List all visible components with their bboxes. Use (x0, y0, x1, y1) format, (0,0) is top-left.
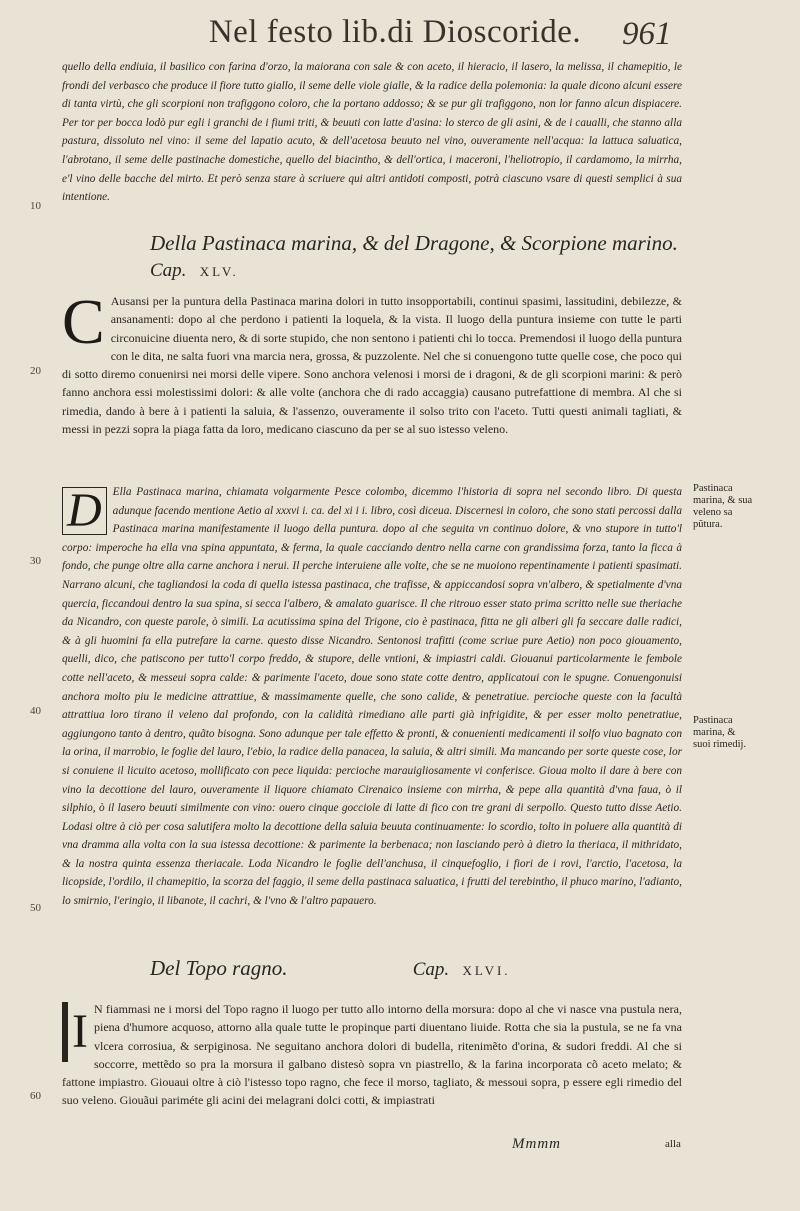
commentary-text (62, 483, 682, 911)
chapter-cap-label: Cap. (150, 260, 187, 281)
line-number: 40 (30, 705, 41, 717)
drop-cap: C (62, 286, 105, 357)
running-title: Nel festo lib.di Dioscoride. (208, 14, 582, 50)
line-number: 50 (30, 902, 41, 914)
margin-note: Pastinaca marina, & suoi rimedij. (693, 715, 747, 750)
chapter-number: XLVI. (462, 963, 511, 978)
commentary-body: Ella Pastinaca marina, chiamata volgarmente Pesce colombo, dicemmo l'historia di sopra nel secondo libro. Di questa adunque facendo mentione Aetio al xxxvi i. ca. del xi i i. libro, così diceua. Discernesi in coloro, che sono stati percossi dalla Pastinaca marina manifestamente il luogo della puntura. dopo al che seguita vn continuo dolore, & vno stupore in tutto'l corpo: imperoche ha ella vna spina appuntata, & ferma, la quale cacciando dentro nella carne con grandissima forza, tanto la ficca à fondo, che punge oltre alla carne anchora i nerui. Il perche interuiene alle volte, che se ne muoiono repentinamente i patienti spasimati. Narrano alcuni, che tagliandosi la coda di quella istessa pastinaca, che trafisse, & appiccandosi sopra vn'albero, & spetialmente d'vna quercia, ficcandoui dentro la sua spina, si secca l'albero, & amalato guarisce. Il che ritrouo esser stato prima scritto nelle sue theriache da Nicandro, con queste parole, ò simili. La acutissima spina del Trigone, cio è pastinaca, fitta ne gli alberi gli fa seccare dalle radici, & à gli huomini fa ella putrefare la carne. questo disse Nicandro. Sentonosi trafitti (come scriue pure Aetio) non poco giouamento, quelli, dico, che patiscono per tutto'l corpo freddo, & stupore, delle vntioni, & impiastri caldi. Giouanui particolarmente le fembole cotte nell'aceto, & messeui sopra calde: & parimente l'aceto, doue sono state cotte dentro, applicatoui con le spugne. Conuengonuisi anchora molto piu le medicine attrattiue, & massimamente quelle, che sono calide, & penetratiue. percioche queste con la facultà attrattiua loro tirano il veleno dal profondo, con la calidità rimediano alle parti già infrigidite, & per esser molto penetratiue, aggiungono tanto à dentro, quãto bisogna. Sono adunque per tale effetto & pronti, & conuenienti medicamenti il solfo viuo bagnato con la orina, il marrobio, le foglie del lauro, l'ebio, la radice della panacea, la saluia, & altri simili. Ma mancando per sorte queste cose, lor si conuiene il licuito acetoso, mollificato con pece liquida: percioche marauigliosamente vi conferisce. Gioua molto il dare à bere con vino la decottione del lauro, ouveramente il liquore chiamato Cirenaico insieme con mirrha, & pepe alla quantità d'vna faua, ò il silphio, ò il lasero beuuti similmente con vino: ouero cinque gocciole di latte di fico con tre grani di serpollo. Questo tutto disse Aetio. Lodasi oltre à ciò per cosa salutifera molto la decottione della saluia beuuta continuamente: lo scordio, tolto in poluere alla quantità di vna dramma alla volta con la sua istessa decottione: & parimente la berbenaca; non lasciando però à dietro la theriaca, il mithridato, & la nostra quinta essenza theriacale. Loda Nicandro le foglie dell'anchusa, il cinquefoglio, i fiori de i rovi, l'arctio, l'acetosa, la licopside, l'ordilo, il chamepitio, la scorza del faggio, il seme della pastinaca saluatica, i frutti del terebintho, il phuco marino, l'adianto, lo smirnio, l'eringio, il libanote, il cachri, & l'vno & l'altro papauero. (62, 486, 682, 908)
chapter-heading (150, 955, 710, 984)
chapter-heading (150, 230, 710, 285)
page-number: 961 (622, 16, 672, 52)
line-number: 30 (30, 555, 41, 567)
chapter-cap-label: Cap. (412, 959, 450, 980)
signature-mark: Mmmm (512, 1136, 561, 1152)
chapter-body: Ausansi per la puntura della Pastinaca marina dolori in tutto insopportabili, continui spasimi, lassitudini, debilezze, & ansanamenti: dopo al che perdono i patienti la loquela, & la vista. Il luogo della puntura insieme con tutte le parti circonuicine diuenta nero, & di sorte stupido, che non sentono i patienti chi lo tocca. Premendosi il luogo della puntura con le dita, ne salta fuori vna marcia nera, grossa, & puzzolente. Nel che si conuengono tutte quelle cose, che poco qui di sotto diremo conuenirsi nei morsi delle vipere. Sono anchora velenosi i morsi de i dragoni, & de gli scorpioni marini: & però fanno anchora essi molestissimi dolori: & alle volte (anchora che di rado accaggia) causano putrefattione di membra. Al che si rimedia, dando à bere à i patienti la saluia, & l'assenzo, ouveramente il solso trito con l'aceto. Tutti questi animali tagliati, & messi in pezzi sopra la piaga fatta da loro, medicano ciascuno da per se al suo istesso veleno. (62, 294, 682, 437)
line-number: 10 (30, 200, 41, 212)
drop-cap: I (62, 1002, 88, 1062)
drop-cap: D (62, 487, 107, 535)
chapter-number: XLV. (199, 264, 239, 279)
chapter-body: N fiammasi ne i morsi del Topo ragno il luogo per tutto allo intorno della morsura: dopo al che vi nasce vna pustula nera, piena d'humore acquoso, attorno alla quale tutte le propinque parti diuentano liuide. Rotta che sia la pustula, se ne fa vna vlcera corrosiua, & serpiginosa. Ne seguitano anchora dolori di budella, ritenimẽto d'orina, & sudori freddi. Al che si soccorre, mettẽdo so pra la morsura il galbano distesò sopra vn piastrello, & la farina incorporata cõ aceto melato; & fattone impiastro. Giouaui oltre à ciò l'istesso topo ragno, che fece il morso, tagliato, & messoui sopra, p essere egli rimedio del suo veleno. Giouãui pariméte gli acini dei melagrani dolci cotti, & impiastrati (62, 1002, 682, 1108)
chapter-text (62, 1000, 682, 1110)
chapter-title: Della Pastinaca marina, & del Dragone, & Scorpione marino. (150, 231, 678, 255)
line-number: 60 (30, 1090, 41, 1102)
intro-passage: quello della endiuia, il basilico con farina d'orzo, la maiorana con sale & con aceto, il hieracio, il lasero, la melissa, il chamepitio, le frondi del verbasco che produce il fiore tutto giallo, il seme delle viole gialle, & la radice della polemonia: la quale dicono alcuni essere di tanta virtù, che gli scorpioni non trafiggono coloro, che la portano addosso; & se pur gli trafiggono, non lor fanno alcun dispiacere. Per tor per bocca lodò pur egli i granchi de i fiumi triti, & beuuti con latte d'asina: lo sterco de gli asini, & de i caualli, che stanno alla pastura, dissoluto nel vino: il seme del lapatio acuto, & dell'acetosa beuuto nel vino, ouveramente nell'acqua: la lattuca saluatica, l'abrotano, il seme delle pastinache domestiche, quello del biacintho, & dell'ortica, i maceroni, l'heliotropio, il cardamomo, la mirrha, e'l vino delle bacche del mirto. Et però senza stare à scriuere qui altri antidoti composti, potrà ciascuno vsare di questi semplici à sua intentione. (62, 61, 682, 204)
chapter-text (62, 286, 682, 438)
line-number: 20 (30, 365, 41, 377)
chapter-title: Del Topo ragno. (150, 956, 288, 980)
catchword: alla (665, 1138, 681, 1150)
margin-note: Pastinaca marina, & sua veleno sa pũtura. (693, 483, 753, 530)
